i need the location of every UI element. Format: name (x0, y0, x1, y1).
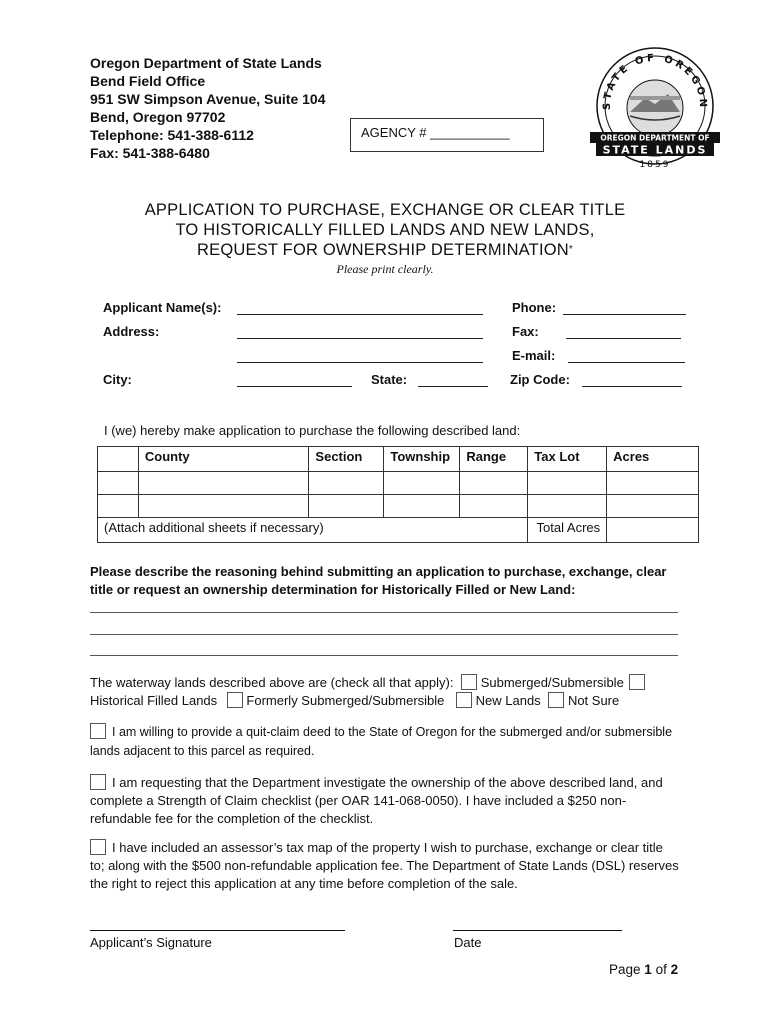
state-label: State: (371, 372, 408, 387)
applicant-name-label: Applicant Name(s): (103, 300, 222, 315)
quitclaim-text: I am willing to provide a quit-claim deed to the State of Oregon for the submerged and/or submersible lands adjacent to this parcel as required. (90, 725, 673, 758)
table-cell[interactable] (309, 472, 384, 495)
email-field[interactable] (568, 362, 685, 363)
table-row (98, 472, 699, 495)
investigate-checkbox[interactable] (90, 774, 106, 790)
address-label: Address: (103, 324, 160, 339)
investigate-statement (90, 774, 680, 828)
office-city: Bend, Oregon 97702 (90, 109, 226, 125)
office-telephone: Telephone: 541-388-6112 (90, 127, 254, 143)
option-historical-filled-label: Historical Filled Lands (90, 693, 218, 708)
office-address-block (90, 54, 325, 162)
phone-field[interactable] (563, 314, 686, 315)
column-header-blank (98, 447, 139, 472)
page-number: 1 (644, 962, 652, 977)
option-not-sure-label: Not Sure (567, 693, 620, 708)
reason-line-3[interactable] (90, 655, 678, 656)
date-line[interactable] (453, 930, 622, 931)
form-title (0, 200, 770, 260)
option-new-lands-label: New Lands (475, 693, 541, 708)
attach-sheets-note: (Attach additional sheets if necessary) (98, 518, 528, 543)
date-label: Date (454, 935, 482, 950)
column-header-acres: Acres (607, 447, 699, 472)
table-cell[interactable] (607, 495, 699, 518)
column-header-township: Township (384, 447, 460, 472)
zip-field[interactable] (582, 386, 682, 387)
historical-filled-checkbox[interactable] (629, 674, 645, 690)
reason-line-2[interactable] (90, 634, 678, 635)
not-sure-checkbox[interactable] (548, 692, 564, 708)
phone-label: Phone: (512, 300, 557, 315)
waterway-intro: The waterway lands described above are (check all that apply): (90, 675, 454, 690)
svg-text:STATE LANDS: STATE LANDS (602, 143, 708, 157)
applicant-name-field[interactable] (237, 314, 483, 315)
office-branch: Bend Field Office (90, 73, 206, 89)
quitclaim-checkbox[interactable] (90, 723, 106, 739)
submerged-checkbox[interactable] (461, 674, 477, 690)
title-asterisk: * (568, 244, 573, 255)
taxmap-statement (90, 839, 680, 893)
table-header-row (98, 447, 699, 472)
print-clearly-note: Please print clearly. (336, 262, 434, 276)
taxmap-text: I have included an assessor’s tax map of the property I wish to purchase, exchange or clear title to; along with the $500 non-refundable application fee. The Department of State Lands (DSL) reserves the right to reject this application at any time before completion of the sale. (90, 840, 679, 891)
table-cell[interactable] (138, 472, 309, 495)
table-cell[interactable] (98, 495, 139, 518)
form-title-line-2: TO HISTORICALLY FILLED LANDS AND NEW LANDS, (175, 221, 595, 239)
table-cell[interactable] (309, 495, 384, 518)
waterway-checklist (90, 674, 690, 710)
state-lands-seal (590, 46, 720, 170)
address-field-line-1[interactable] (237, 338, 483, 339)
table-row (98, 495, 699, 518)
total-acres-field[interactable] (607, 518, 699, 543)
option-formerly-submerged-label: Formerly Submerged/Submersible (246, 693, 445, 708)
address-field-line-2[interactable] (237, 362, 483, 363)
page-word: Page (609, 962, 641, 977)
email-label: E-mail: (512, 348, 556, 363)
column-header-section: Section (309, 447, 384, 472)
office-street: 951 SW Simpson Avenue, Suite 104 (90, 91, 326, 107)
table-cell[interactable] (384, 472, 460, 495)
page-total: 2 (670, 962, 679, 977)
form-title-line-1: APPLICATION TO PURCHASE, EXCHANGE OR CLEAR TITLE (144, 201, 626, 219)
new-lands-checkbox[interactable] (456, 692, 472, 708)
svg-text:STATE OF OREGON: STATE OF OREGON (601, 52, 709, 111)
option-submerged-label: Submerged/Submersible (480, 675, 624, 690)
reason-line-1[interactable] (90, 612, 678, 613)
agency-number-box: AGENCY # ___________ (350, 118, 544, 152)
of-word: of (655, 962, 667, 977)
column-header-county: County (138, 447, 309, 472)
reason-prompt: Please describe the reasoning behind submitting an application to purchase, exchange, clear title or request an ownership determination for Historically Filled or New Land: (90, 564, 667, 597)
waterway-line-1 (90, 674, 690, 692)
city-field[interactable] (237, 386, 352, 387)
land-intro-text: I (we) hereby make application to purchase the following described land: (104, 423, 521, 438)
state-field[interactable] (418, 386, 488, 387)
zip-label: Zip Code: (510, 372, 570, 387)
formerly-submerged-checkbox[interactable] (227, 692, 243, 708)
taxmap-checkbox[interactable] (90, 839, 106, 855)
table-total-row (98, 518, 699, 543)
fax-field[interactable] (566, 338, 681, 339)
column-header-range: Range (460, 447, 528, 472)
fax-label: Fax: (512, 324, 539, 339)
page-indicator (609, 961, 678, 979)
investigate-text: I am requesting that the Department investigate the ownership of the above described land, and complete a Strength of Claim checklist (per OAR 141-068-0050). I have included a $250 non-refundable fee for the completion of the checklist. (90, 775, 663, 826)
table-cell[interactable] (528, 495, 607, 518)
svg-text:1859: 1859 (639, 160, 671, 170)
table-cell[interactable] (528, 472, 607, 495)
city-label: City: (103, 372, 132, 387)
office-fax: Fax: 541-388-6480 (90, 145, 210, 161)
table-cell[interactable] (138, 495, 309, 518)
svg-text:OREGON DEPARTMENT OF: OREGON DEPARTMENT OF (600, 133, 710, 143)
table-cell[interactable] (460, 472, 528, 495)
table-cell[interactable] (460, 495, 528, 518)
total-acres-label: Total Acres (528, 518, 607, 543)
table-cell[interactable] (384, 495, 460, 518)
signature-label: Applicant’s Signature (90, 935, 212, 950)
form-title-line-3: REQUEST FOR OWNERSHIP DETERMINATION* (197, 241, 573, 259)
land-description-table (97, 446, 699, 543)
waterway-line-2 (90, 692, 690, 710)
office-name: Oregon Department of State Lands (90, 55, 322, 71)
column-header-tax-lot: Tax Lot (528, 447, 607, 472)
quitclaim-statement (90, 723, 680, 761)
table-cell[interactable] (98, 472, 139, 495)
signature-line[interactable] (90, 930, 345, 931)
table-cell[interactable] (607, 472, 699, 495)
